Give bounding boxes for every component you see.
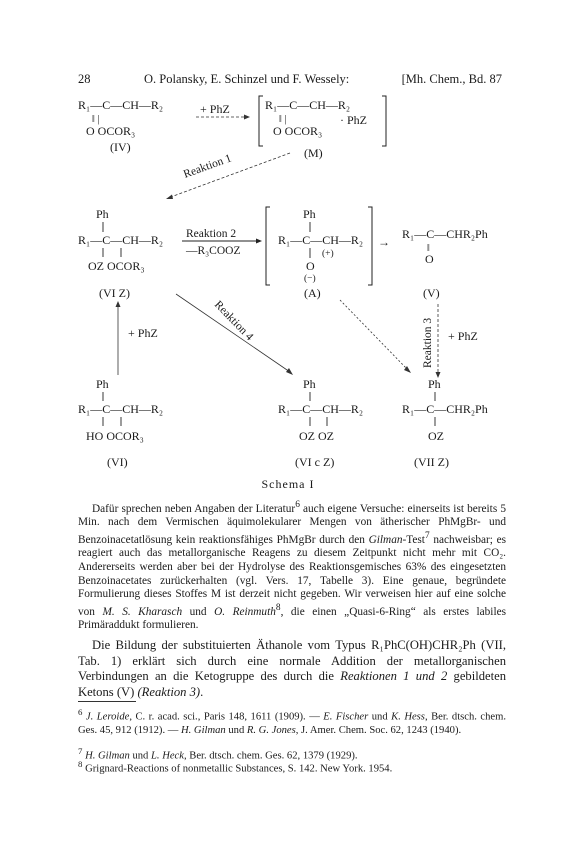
label-reaktion4: Reaktion 4 xyxy=(211,298,256,344)
author-reinmuth: O. Reinmuth xyxy=(214,605,276,618)
arrowhead-vi-to-viz xyxy=(116,301,121,307)
minus-r3cooz: —R₃COOZ xyxy=(186,245,241,257)
p1-text-3: -Test xyxy=(402,533,425,546)
paragraph-2 xyxy=(78,638,506,700)
fn7-number: 7 xyxy=(78,746,83,756)
arrowhead-reaktion2 xyxy=(256,239,262,244)
fn6-author-3: K. Hess xyxy=(391,711,425,723)
fn6-text-2: und xyxy=(368,711,392,723)
page-number: 28 xyxy=(78,72,91,86)
subs-m: O OCOR₃ xyxy=(273,124,323,138)
fn8-text: Grignard-Reactions of nonmetallic Substances, S. 142. New York. 1954. xyxy=(85,763,393,775)
footnote-rule xyxy=(78,701,136,702)
p2-reaktionen: Reaktionen 1 und 2 xyxy=(340,669,448,684)
label-reaktion2: Reaktion 2 xyxy=(186,228,237,240)
ph-viz: Ph xyxy=(96,207,109,221)
formula-vicz: R₁—C—CH—R₂ xyxy=(278,402,364,416)
p1-text-4: nachweisbar; es reagiert auch das metallorganische Reagens zu diesem Zeitpunkt nicht mehr mit CO₂. Andererseits werden aber bei der Hydrolyse des Reaktionsgemisches 63% des eingesetzten Benzoinacetates zurückerhalten (vgl. Vers. 17, Tabelle 3). Eine genaue, begründete Formulierung dieses Stoffes M ist derzeit nicht gegeben. Wir verweisen hier auf eine solche von xyxy=(78,533,506,618)
fn6-author-2: E. Fischer xyxy=(323,711,369,723)
formula-m: R₁—C—CH—R₂ xyxy=(265,98,351,112)
label-v: (V) xyxy=(423,286,440,300)
formula-viiz: R₁—C—CHR₂Ph xyxy=(402,402,488,416)
subs-viz: OZ OCOR₃ xyxy=(88,259,145,273)
fn6-text-3: , Ber. dtsch. chem. Ges. 45, 912 (1912). — xyxy=(78,711,507,736)
fn7-text-1: und xyxy=(129,750,151,762)
author-kharasch: M. S. Kharasch xyxy=(102,605,183,618)
arrow-reaktion4 xyxy=(176,294,290,372)
arrow-a-to-viiz xyxy=(340,300,408,370)
phz-m: · PhZ xyxy=(340,113,367,127)
compound-viz xyxy=(78,207,163,300)
author-gilman: Gilman xyxy=(368,533,403,546)
label-iv: (IV) xyxy=(110,140,131,154)
double-bond-v: ‖ xyxy=(427,243,430,254)
ph-vicz: Ph xyxy=(303,377,316,391)
label-vi: (VI) xyxy=(107,455,128,469)
label-vicz: (VI c Z) xyxy=(295,455,335,469)
fn6-author-5: R. G. Jones xyxy=(246,724,296,736)
plus-phz-row1: + PhZ xyxy=(200,102,230,116)
arrowhead-iv-to-m xyxy=(244,115,250,120)
arrow-a-to-v: → xyxy=(378,235,390,249)
arrowhead-reaktion4 xyxy=(286,368,293,375)
header-journal: [Mh. Chem., Bd. 87 xyxy=(401,72,502,86)
ph-a: Ph xyxy=(303,207,316,221)
fn6-text-4: und xyxy=(225,724,247,736)
label-viz: (VI Z) xyxy=(99,286,130,300)
oxygen-v: O xyxy=(425,252,434,266)
formula-v: R₁—C—CHR₂Ph xyxy=(402,227,488,241)
ph-viiz: Ph xyxy=(428,377,441,391)
complex-m xyxy=(259,96,386,160)
footnote-ref-7: 7 xyxy=(424,530,430,541)
p2-text-2: gebildeten Ketons (V) xyxy=(78,669,506,699)
bonds-m: ‖ | xyxy=(279,114,287,125)
header-authors: O. Polansky, E. Schinzel und F. Wessely: xyxy=(144,72,350,86)
compound-vi xyxy=(78,377,163,469)
formula-vi: R₁—C—CH—R₂ xyxy=(78,402,164,416)
compound-vicz xyxy=(278,377,363,469)
paragraph-1 xyxy=(78,499,506,633)
charge-minus-a: (−) xyxy=(304,274,316,284)
fn6-text-1: , C. r. acad. sci., Paris 148, 1611 (1909). — xyxy=(129,711,324,723)
p1-text-1: Dafür sprechen neben Angaben der Literatur xyxy=(92,502,296,515)
subs-iv: O OCOR₃ xyxy=(86,124,136,138)
label-reaktion1: Reaktion 1 xyxy=(181,152,234,181)
bonds-iv: ‖ | xyxy=(92,114,100,125)
label-viiz: (VII Z) xyxy=(414,455,449,469)
formula-iv: R₁—C—CH—R₂ xyxy=(78,98,164,112)
arrowhead-reaktion1 xyxy=(166,195,173,200)
intermediate-a xyxy=(266,207,372,300)
fn6-number: 6 xyxy=(78,707,83,717)
fn7-text-2: , Ber. dtsch. chem. Ges. 62, 1379 (1929). xyxy=(183,750,358,762)
plus-phz-right: + PhZ xyxy=(448,329,478,343)
fn6-author-4: H. Gilman xyxy=(180,724,226,736)
label-a: (A) xyxy=(304,286,321,300)
fn7-author-1: H. Gilman xyxy=(85,750,130,762)
p2-reaktion3: (Reaktion 3) xyxy=(137,684,201,699)
footnote-6 xyxy=(78,706,506,737)
subs-vi: HO OCOR₃ xyxy=(86,429,144,443)
formula-viz: R₁—C—CH—R₂ xyxy=(78,233,164,247)
p1-text-2: auch eigene Versuche: einerseits ist bereits 5 Min. nach dem Vermischen äquimolekularer Mengen von ätherischer PhMgBr- und Benzoinacetatlösung kein reaktionsfähiges PhMgBr durch den xyxy=(78,502,506,546)
compound-viiz xyxy=(402,377,488,469)
oxygen-a: O xyxy=(306,259,315,273)
plus-phz-left: + PhZ xyxy=(128,326,158,340)
ketone-v xyxy=(402,227,488,300)
subs-viiz: OZ xyxy=(428,429,444,443)
scheme-caption: Schema I xyxy=(261,477,315,491)
footnote-ref-6: 6 xyxy=(295,500,300,510)
fn6-text-5: , J. Amer. Chem. Soc. 62, 1243 (1940). xyxy=(295,724,462,736)
footnote-8 xyxy=(78,758,506,776)
fn6-author-1: J. Leroide xyxy=(85,711,130,723)
fn8-number: 8 xyxy=(78,759,83,769)
fn7-author-2: L. Heck xyxy=(151,750,184,762)
footnote-ref-8: 8 xyxy=(275,602,281,613)
subs-vicz: OZ OZ xyxy=(299,429,334,443)
label-reaktion3: Reaktion 3 xyxy=(422,317,434,368)
p1-text-5: , die einen „Quasi-6-Ring“ als erstes labiles Primäraddukt formulieren. xyxy=(78,605,506,632)
label-m: (M) xyxy=(304,146,323,160)
p2-text-3: . xyxy=(200,684,204,699)
ph-vi: Ph xyxy=(96,377,109,391)
compound-iv xyxy=(78,98,163,154)
formula-a: R₁—C—CH—R₂ xyxy=(278,233,364,247)
charge-plus-a: (+) xyxy=(322,249,334,259)
p2-text-1: Die Bildung der substituierten Äthanole vom Typus R₁PhC(OH)CHR₂Ph (VII, Tab. 1) erklärt sich durch eine normale Addition der metallorganischen Verbindungen an die Ketogruppe des durch die xyxy=(78,638,506,684)
p1-und: und xyxy=(182,605,215,618)
